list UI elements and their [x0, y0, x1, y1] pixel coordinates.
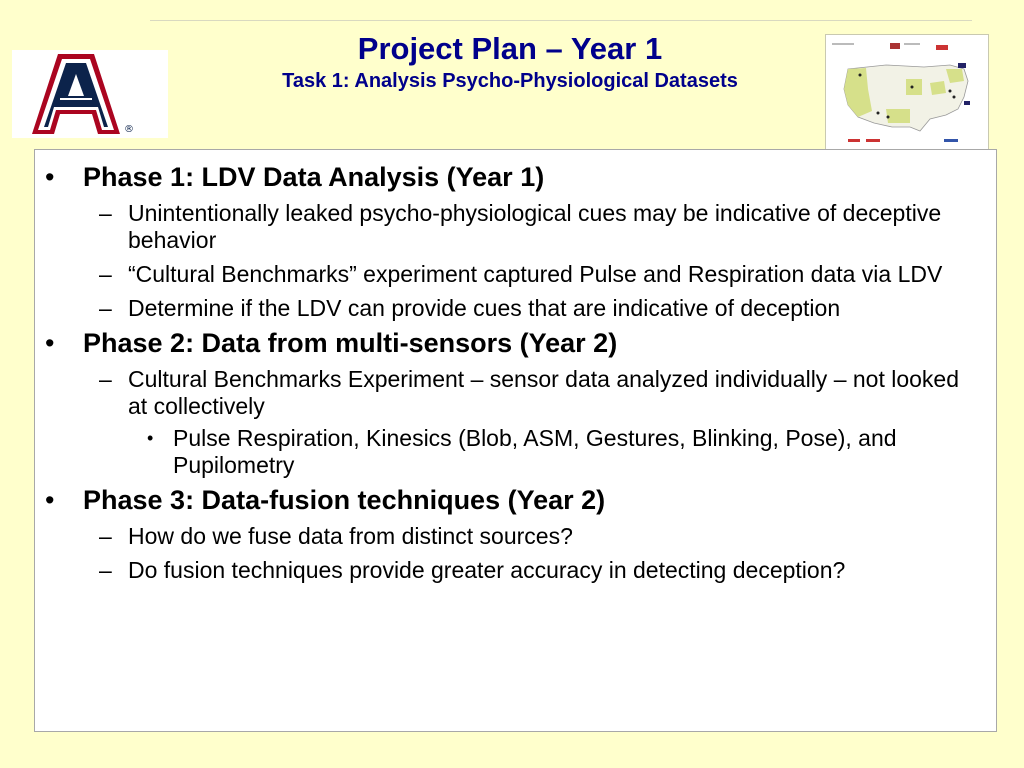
dash-glyph: –: [99, 200, 112, 226]
list-item: [83, 261, 976, 288]
bullet-glyph: •: [147, 428, 154, 448]
slide-subtitle: Task 1: Analysis Psycho-Physiological Datasets: [282, 70, 738, 92]
list-item: [83, 200, 976, 254]
list-item-text: Pulse Respiration, Kinesics (Blob, ASM, Gestures, Blinking, Pose), and Pupilometry: [173, 425, 897, 478]
dash-glyph: –: [99, 523, 112, 549]
phase-3-subitems: [83, 523, 976, 584]
list-item-text: Do fusion techniques provide greater accuracy in detecting deception?: [128, 557, 846, 583]
phase-3-item: [35, 484, 976, 584]
list-item-text: How do we fuse data from distinct sources?: [128, 523, 573, 549]
bullet-glyph: •: [45, 485, 55, 515]
registered-mark: ®: [124, 124, 134, 135]
phase-1-heading: Phase 1: LDV Data Analysis (Year 1): [83, 162, 545, 192]
list-item: [83, 557, 976, 584]
list-item-text: Determine if the LDV can provide cues that are indicative of deception: [128, 295, 841, 321]
university-of-arizona-block-a-logo-icon: [12, 50, 168, 138]
list-item: [128, 425, 976, 479]
bullet-list: [35, 150, 996, 584]
slide-title: Project Plan – Year 1: [357, 31, 663, 66]
phase-2-item: [35, 327, 976, 479]
bullet-glyph: •: [45, 328, 55, 358]
nested-subitems: [128, 425, 976, 479]
list-item-text: Unintentionally leaked psycho-physiological cues may be indicative of deceptive behavior: [128, 200, 942, 253]
header-divider: [150, 20, 972, 21]
list-item-text: Cultural Benchmarks Experiment – sensor data analyzed individually – not looked at collectively: [128, 366, 960, 419]
bullet-glyph: •: [45, 162, 55, 192]
list-item-text: “Cultural Benchmarks” experiment captured Pulse and Respiration data via LDV: [128, 261, 943, 287]
list-item: [83, 523, 976, 550]
dash-glyph: –: [99, 366, 112, 392]
slide-header: [200, 30, 820, 94]
phase-1-item: [35, 161, 976, 322]
university-logo: [12, 50, 168, 138]
map-thumbnail: [825, 34, 989, 150]
phase-2-heading: Phase 2: Data from multi-sensors (Year 2): [83, 328, 618, 358]
content-panel: [34, 149, 997, 732]
dash-glyph: –: [99, 557, 112, 583]
phase-3-heading: Phase 3: Data-fusion techniques (Year 2): [83, 485, 606, 515]
phase-1-subitems: [83, 200, 976, 322]
us-map-thumbnail-icon: [826, 35, 988, 149]
phase-2-subitems: [83, 366, 976, 479]
dash-glyph: –: [99, 261, 112, 287]
dash-glyph: –: [99, 295, 112, 321]
list-item: [83, 295, 976, 322]
list-item: [83, 366, 976, 479]
